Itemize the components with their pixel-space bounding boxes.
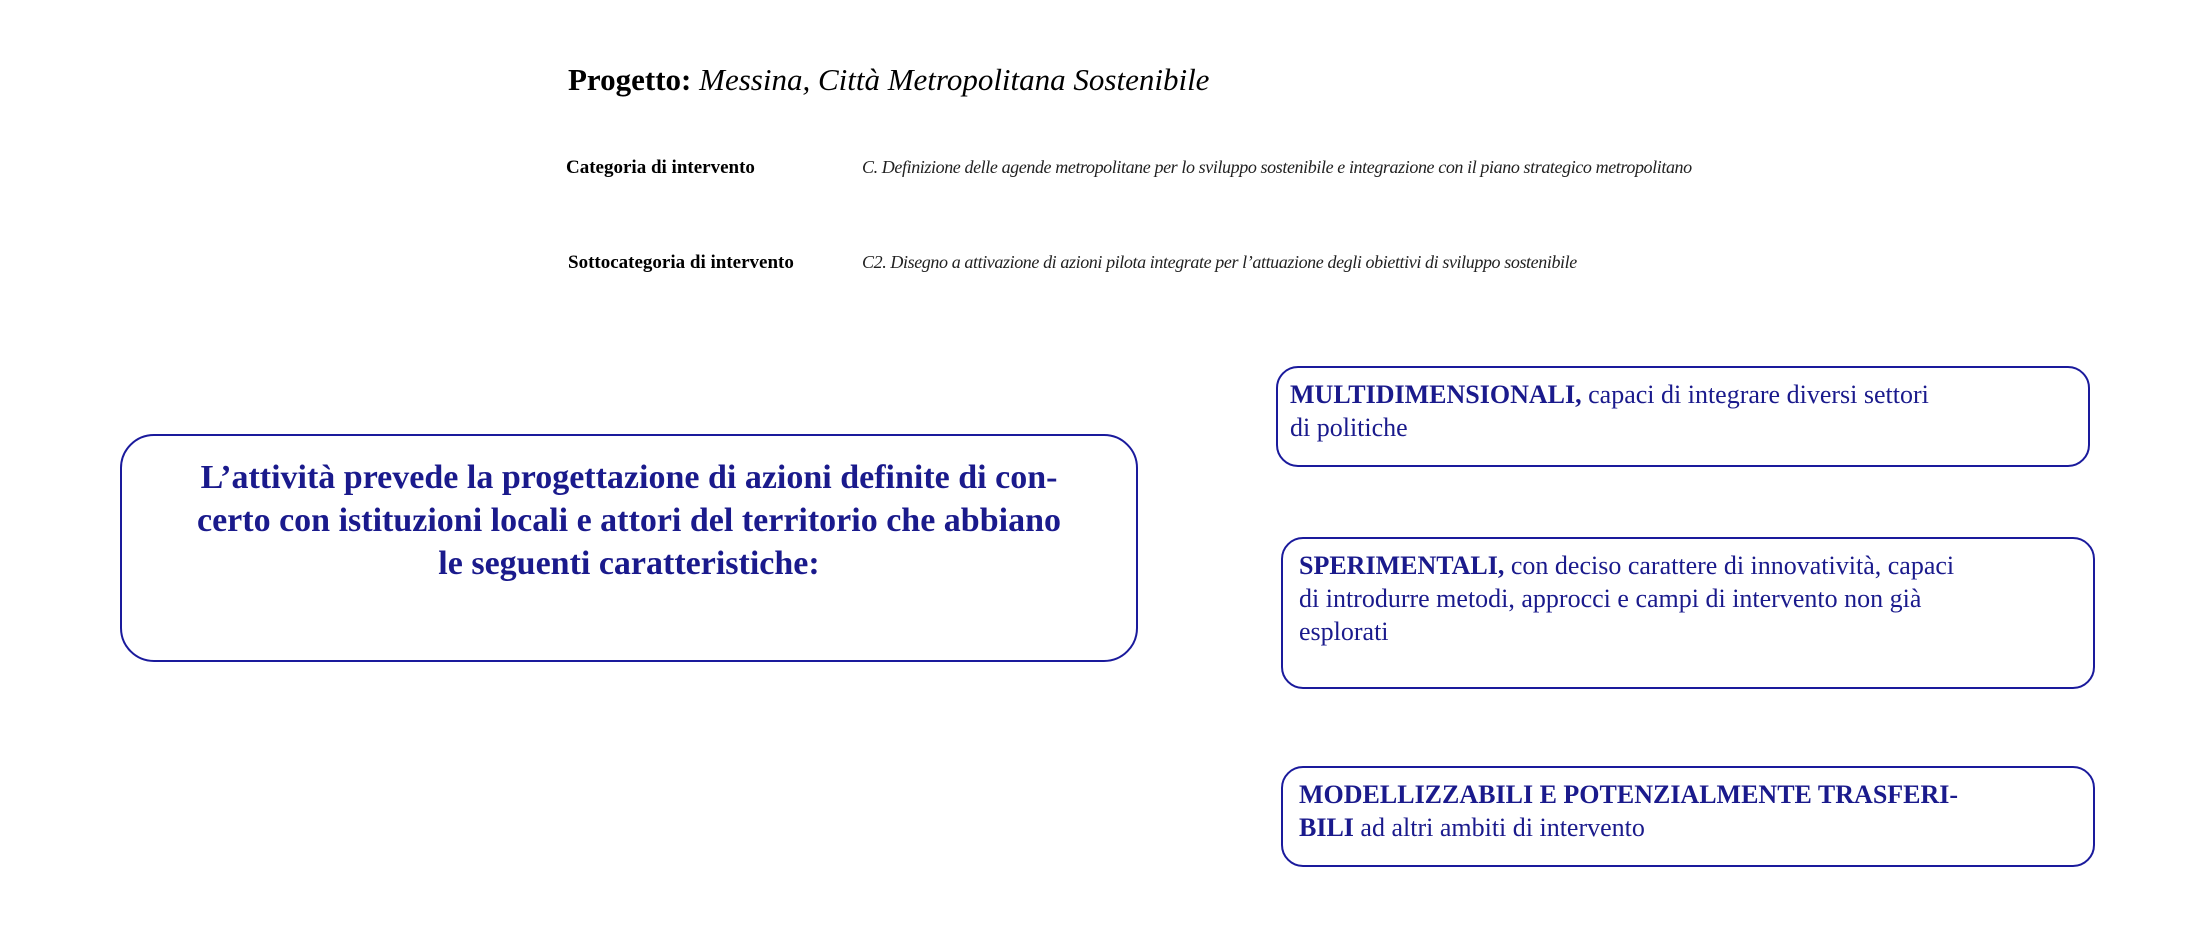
- activity-description-box: [120, 434, 1138, 662]
- activity-description-line: certo con istituzioni locali e attori del territorio che abbiano: [197, 502, 1061, 539]
- categoria-value: C. Definizione delle agende metropolitane per lo sviluppo sostenibile e integrazione con il piano strategico metropolitano: [862, 157, 1692, 177]
- feature-line: [1290, 378, 2076, 411]
- feature-box-sperimentali: [1281, 537, 2095, 689]
- feature-box-multidimensionali: [1276, 366, 2090, 467]
- categoria-label: Categoria di intervento: [566, 157, 755, 178]
- project-label: Progetto:: [568, 62, 692, 97]
- project-name: Messina, Città Metropolitana Sostenibile: [699, 62, 1210, 97]
- activity-description-line: L’attività prevede la progettazione di azioni definite di con-: [200, 459, 1058, 496]
- sottocategoria-label: Sottocategoria di intervento: [568, 252, 794, 273]
- feature-text: con deciso carattere di innovatività, capaci: [1504, 551, 1955, 580]
- feature-text: ad altri ambiti di intervento: [1353, 813, 1645, 842]
- feature-line: esplorati: [1299, 617, 1389, 646]
- sottocategoria-value: C2. Disegno a attivazione di azioni pilota integrate per l’attuazione degli obiettivi di sviluppo sostenibile: [862, 252, 1577, 272]
- feature-keyword: BILI: [1299, 813, 1354, 842]
- feature-box-modellizzabili: [1281, 766, 2095, 867]
- feature-keyword: SPERIMENTALI,: [1299, 551, 1505, 580]
- feature-line: [1299, 778, 2081, 811]
- feature-line: [1299, 811, 2081, 844]
- feature-keyword: MULTIDIMENSIONALI,: [1290, 380, 1582, 409]
- feature-keyword: MODELLIZZABILI E POTENZIALMENTE TRASFERI-: [1299, 780, 1959, 809]
- project-title: [568, 62, 1209, 98]
- activity-description-line: le seguenti caratteristiche:: [438, 545, 820, 582]
- feature-line: di introdurre metodi, approcci e campi di intervento non già: [1299, 584, 1922, 613]
- feature-text: capaci di integrare diversi settori: [1581, 380, 1929, 409]
- feature-line: [1299, 549, 2081, 582]
- feature-line: di politiche: [1290, 413, 1408, 442]
